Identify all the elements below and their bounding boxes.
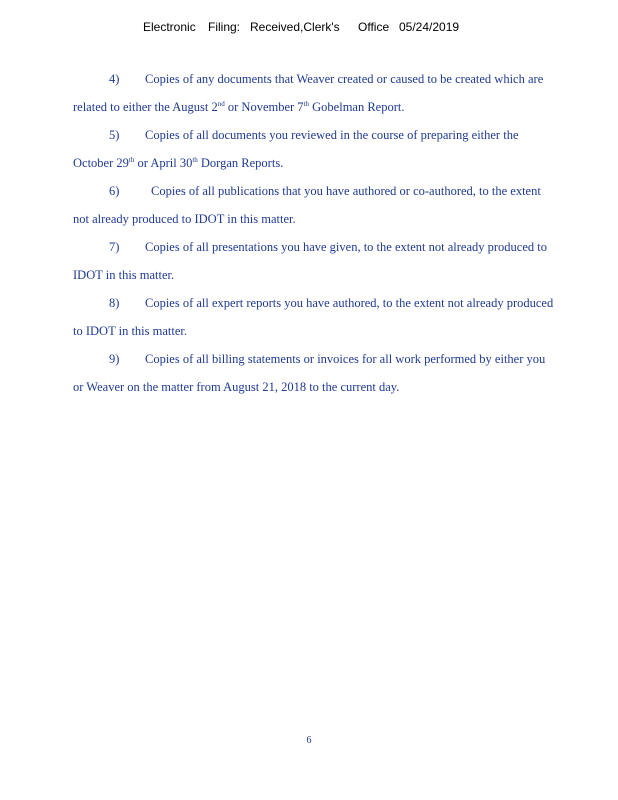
item-text-line1: Copies of all billing statements or invoices for all work performed by either you (145, 352, 546, 366)
item-text-line2: or Weaver on the matter from August 21, 2018 to the current day. (73, 380, 400, 394)
item-number: 5) (109, 128, 120, 142)
item-text-line1: Copies of any documents that Weaver created or caused to be created which are (145, 72, 544, 86)
item-text-line2: IDOT in this matter. (73, 268, 175, 282)
header-date: 05/24/2019 (399, 20, 460, 34)
header-electronic: Electronic (143, 20, 196, 34)
list-item (73, 72, 593, 114)
item-text-line1: Copies of all publications that you have authored or co-authored, to the extent (151, 184, 541, 198)
item-number: 4) (109, 72, 120, 86)
item-text-line1: Copies of all presentations you have given, to the extent not already produced to (145, 240, 547, 254)
header-filing: Filing: (208, 20, 241, 34)
item-text-line2: to IDOT in this matter. (73, 324, 187, 338)
header-office: Office (358, 20, 390, 34)
list-item (73, 128, 593, 170)
item-number: 7) (109, 240, 120, 254)
item-number: 9) (109, 352, 120, 366)
header-received: Received,Clerk's (250, 20, 340, 34)
item-text-line2: related to either the August 2nd or November 7th Gobelman Report. (73, 100, 405, 114)
list-item (73, 184, 593, 226)
item-text-line2: October 29th or April 30th Dorgan Reports. (73, 156, 284, 170)
item-text-line2: not already produced to IDOT in this matter. (73, 212, 296, 226)
page-number: 6 (306, 735, 312, 746)
list-item (73, 296, 593, 338)
item-number: 8) (109, 296, 120, 310)
item-number: 6) (109, 184, 120, 198)
list-item (73, 240, 593, 282)
item-text-line1: Copies of all expert reports you have authored, to the extent not already produced (145, 296, 554, 310)
item-text-line1: Copies of all documents you reviewed in the course of preparing either the (145, 128, 519, 142)
list-item (73, 352, 593, 394)
